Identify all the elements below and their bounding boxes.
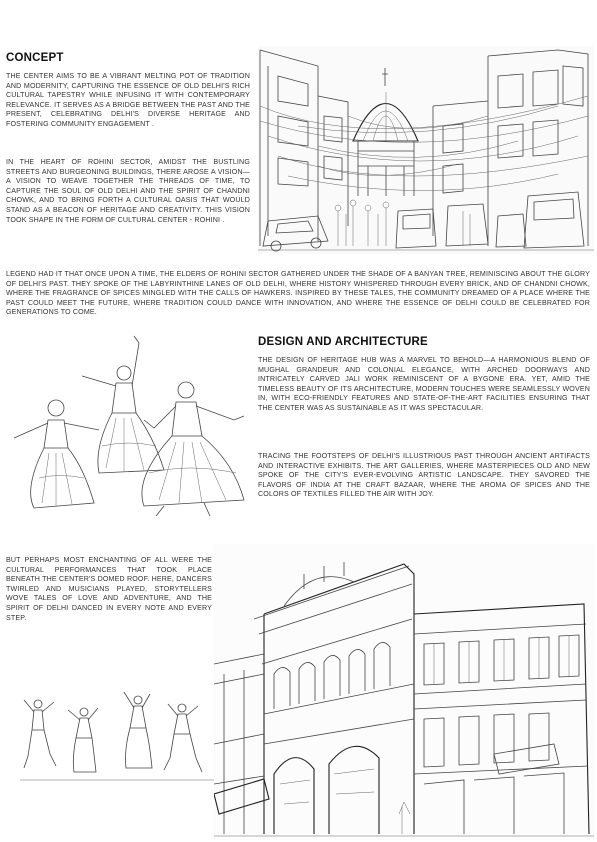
folk-dancers-sketch bbox=[20, 688, 216, 784]
performances-paragraph: BUT PERHAPS MOST ENCHANTING OF ALL WERE THE CULTURAL PERFORMANCES THAT TOOK PLACE BENEATH THE CENTER'S DOMED ROOF. HERE, DANCERS TWIRLED AND MUSICIANS PLAYED, STORYTELLERS WOVE TALES OF LOVE AND ADVENTURE, AND THE SPIRIT OF DELHI DANCED IN EVERY NOTE AND EVERY STEP. bbox=[6, 556, 212, 622]
heritage-building-sketch bbox=[214, 544, 594, 840]
concept-paragraph-2: IN THE HEART OF ROHINI SECTOR, AMIDST THE BUSTLING STREETS AND BURGEONING BUILDINGS, THERE AROSE A VISION—A VISION TO WEAVE TOGETHER THE THREADS OF TIME, TO CAPTURE THE SOUL OF OLD DELHI AND THE SPIRIT OF CHANDNI CHOWK, AND TO BRING FORTH A CULTURAL OASIS THAT WOULD STAND AS A BEACON OF HERITAGE AND CREATIVITY. THIS VISION TOOK SHAPE IN THE FORM OF CULTURAL CENTER - ROHINI . bbox=[6, 158, 250, 224]
legend-paragraph: LEGEND HAD IT THAT ONCE UPON A TIME, THE ELDERS OF ROHINI SECTOR GATHERED UNDER THE SHADE OF A BANYAN TREE, REMINISCING ABOUT THE GLORY OF DELHI'S PAST. THEY SPOKE OF THE LABYRINTHINE LANES OF OLD DELHI, WHERE HISTORY WHISPERED THROUGH EVERY BRICK, AND OF CHANDNI CHOWK, WHERE THE FRAGRANCE OF SPICES MINGLED WITH THE CALLS OF HAWKERS. INSPIRED BY THESE TALES, THE COMMUNITY DREAMED OF A PLACE WHERE THE PAST COULD MEET THE FUTURE, WHERE TRADITION COULD DANCE WITH INNOVATION, AND WHERE THE ESSENCE OF DELHI COULD BE CELEBRATED FOR GENERATIONS TO COME. bbox=[6, 270, 590, 317]
concept-heading: CONCEPT bbox=[6, 52, 64, 64]
concept-paragraph-1: THE CENTER AIMS TO BE A VIBRANT MELTING POT OF TRADITION AND MODERNITY, CAPTURING THE ESSENCE OF OLD DELHI'S RICH CULTURAL TAPESTRY WHILE INFUSING IT WITH CONTEMPORARY RELEVANCE. IT SERVES AS A BRIDGE BETWEEN THE PAST AND THE PRESENT, CELEBRATING DELHI'S DIVERSE HERITAGE AND FOSTERING COMMUNITY ENGAGEMENT . bbox=[6, 72, 250, 128]
kathak-dancers-sketch bbox=[4, 328, 252, 518]
design-paragraph-2: TRACING THE FOOTSTEPS OF DELHI'S ILLUSTRIOUS PAST THROUGH ANCIENT ARTIFACTS AND INTERACTIVE EXHIBITS. THE ART GALLERIES, WHERE MASTERPIECES OLD AND NEW SPOKE OF THE CITY'S EVER-EVOLVING ARTISTIC LANDSCAPE. THEY SAVORED THE FLAVORS OF INDIA AT THE CRAFT BAZAAR, WHERE THE AROMA OF SPICES AND THE COLORS OF TEXTILES FILLED THE AIR WITH JOY. bbox=[258, 452, 590, 499]
design-paragraph-1: THE DESIGN OF HERITAGE HUB WAS A MARVEL TO BEHOLD—A HARMONIOUS BLEND OF MUGHAL GRANDEUR AND COLONIAL ELEGANCE, WITH ARCHED DOORWAYS AND INTRICATELY CARVED JALI WORK REMINISCENT OF A BYGONE ERA. YET, AMID THE TIMELESS BEAUTY OF ITS ARCHITECTURE, MODERN TOUCHES WERE SEAMLESSLY WOVEN IN, WITH ECO-FRIENDLY FEATURES AND STATE-OF-THE-ART FACILITIES ENSURING THAT THE CENTER WAS AS SUSTAINABLE AS IT WAS SPECTACULAR. bbox=[258, 356, 590, 412]
old-delhi-street-sketch bbox=[258, 46, 594, 254]
design-heading: DESIGN AND ARCHITECTURE bbox=[258, 336, 428, 348]
